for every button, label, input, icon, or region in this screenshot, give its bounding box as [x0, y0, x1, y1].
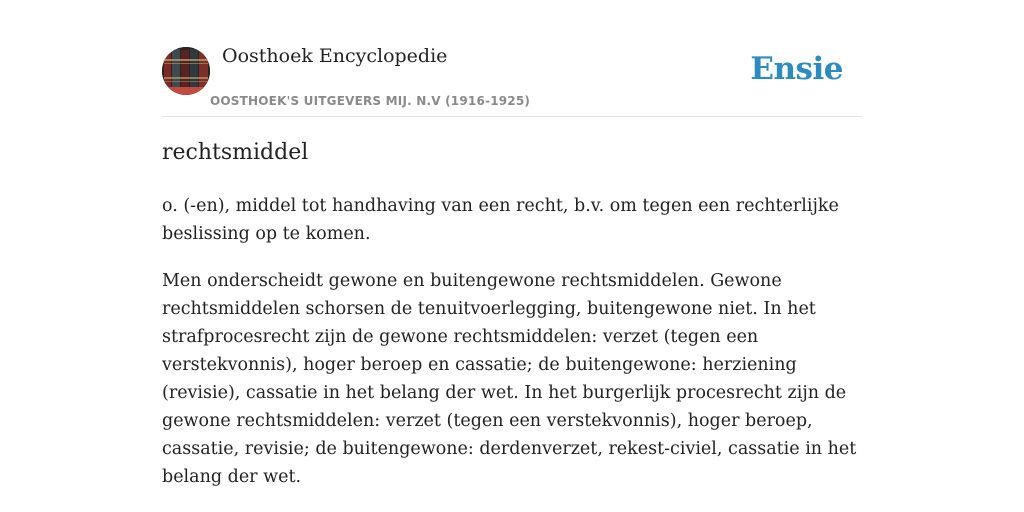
source-title[interactable]: Oosthoek Encyclopedie — [222, 45, 448, 67]
entry-paragraph-2: Men onderscheidt gewone en buitengewone rechtsmiddelen. Gewone rechtsmiddelen schorsen de tenuitvoerlegging, buitengewone niet. In het strafprocesrecht zijn de gewone rechtsmiddelen: verzet (tegen een verstekvonnis), hoger beroep en cassatie; de buitengewone: herziening (revisie), cassatie in het belang der wet. In het burgerlijk procesrecht zijn de gewone rechtsmiddelen: verzet (tegen een verstekvonnis), hoger beroep, cassatie, revisie; de buitengewone: derdenverzet, rekest-civiel, cassatie in het belang der wet. — [162, 271, 857, 487]
entry-title: rechtsmiddel — [162, 140, 309, 165]
source-header — [162, 44, 862, 117]
ensie-logo[interactable]: Ensie — [750, 51, 843, 87]
book-spines-icon[interactable] — [162, 47, 210, 95]
source-publisher: OOSTHOEK'S UITGEVERS MIJ. N.V (1916-1925) — [210, 94, 531, 108]
entry-paragraph-1: o. (-en), middel tot handhaving van een recht, b.v. om tegen een rechterlijke beslissing op te komen. — [162, 196, 839, 244]
